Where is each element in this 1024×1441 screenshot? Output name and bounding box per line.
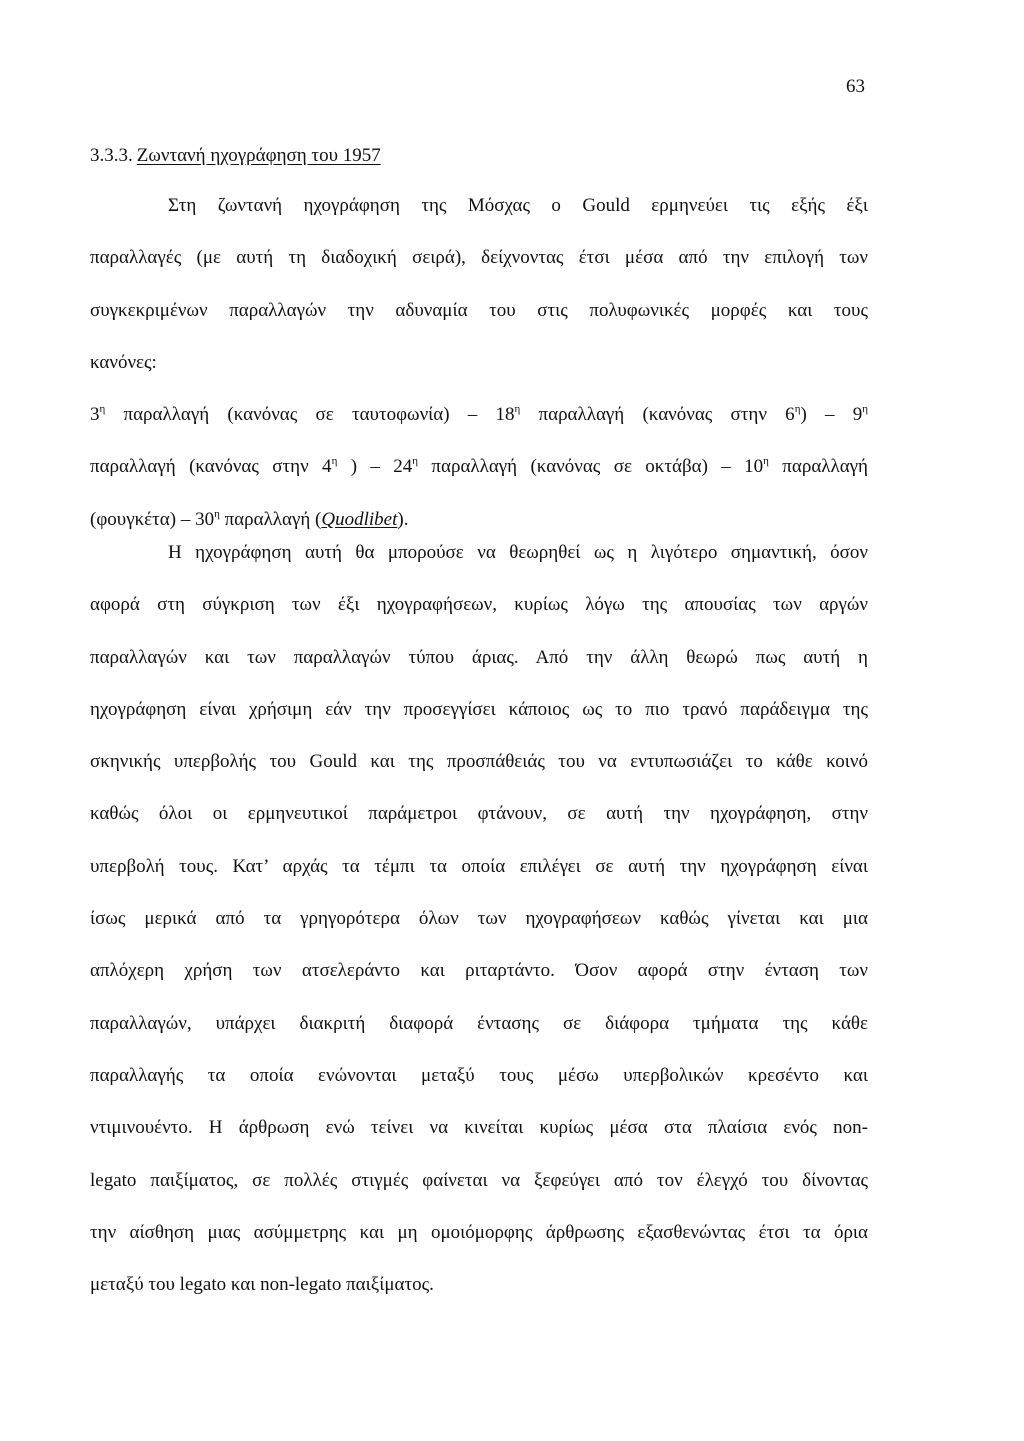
paragraph-line: legato παιξίματος, σε πολλές στιγμές φαίνεται να ξεφεύγει από τον έλεγχό του δίνοντας bbox=[90, 1169, 868, 1191]
section-title: Ζωντανή ηχογράφηση του 1957 bbox=[136, 145, 381, 166]
paragraph-line: παραλλαγών και των παραλλαγών τύπου άριας. Από την άλλη θεωρώ πως αυτή η bbox=[90, 646, 868, 668]
paragraph-line: κανόνες: bbox=[90, 351, 157, 373]
paragraph-line: αφορά στη σύγκριση των έξι ηχογραφήσεων, κυρίως λόγω της απουσίας των αργών bbox=[90, 594, 868, 616]
paragraph-line: μεταξύ του legato και non-legato παιξίματος. bbox=[90, 1274, 434, 1296]
paragraph-intro bbox=[90, 194, 868, 560]
paragraph-line: καθώς όλοι οι ερμηνευτικοί παράμετροι φτάνουν, σε αυτή την ηχογράφηση, στην bbox=[90, 803, 868, 825]
paragraph-line: υπερβολή τους. Κατ’ αρχάς τα τέμπι τα οποία επιλέγει σε αυτή την ηχογράφηση είναι bbox=[90, 855, 868, 877]
paragraph-line: ντιμινουέντο. Η άρθρωση ενώ τείνει να κινείται κυρίως μέσα στα πλαίσια ενός non- bbox=[90, 1117, 868, 1139]
paragraph-body bbox=[90, 541, 868, 1325]
paragraph-line: ίσως μερικά από τα γρηγορότερα όλων των ηχογραφήσεων καθώς γίνεται και μια bbox=[90, 908, 868, 930]
paragraph-line: παραλλαγών, υπάρχει διακριτή διαφορά έντασης σε διάφορα τμήματα της κάθε bbox=[90, 1012, 868, 1034]
paragraph-line: ηχογράφηση είναι χρήσιμη εάν την προσεγγίσει κάποιος ως το πιο τρανό παράδειγμα της bbox=[90, 698, 868, 720]
page-number: 63 bbox=[846, 76, 865, 97]
paragraph-line: παραλλαγής τα οποία ενώνονται μεταξύ τους μέσω υπερβολικών κρεσέντο και bbox=[90, 1064, 868, 1086]
quodlibet-term: Quodlibet bbox=[321, 508, 398, 530]
section-heading bbox=[90, 144, 381, 168]
variation-list-line: $3^\eta$ παραλλαγή (κανόνας σε $\tau\alpha\upsilon\tau o\varphi\omega\nu ί\alpha) - 18^\eta$ παραλλαγή (κανόνας στην $6^\eta) - 9^\eta$ bbox=[90, 403, 869, 426]
variation-list-line: $(\varphi o\upsilon\gamma\kappa έ\tau\alpha) - 30^\eta$ παραλλαγή (Quodlibet). bbox=[90, 507, 409, 530]
paragraph-line: την αίσθηση μιας ασύμμετρης και μη ομοιόμορφης άρθρωσης εξασθενώντας έτσι τα όρια bbox=[90, 1221, 868, 1243]
paragraph-line: συγκεκριμένων παραλλαγών την αδυναμία του στις πολυφωνικές μορφές και τους bbox=[90, 299, 868, 321]
paragraph-line: παραλλαγές (με αυτή τη διαδοχική σειρά), δείχνοντας έτσι μέσα από την επιλογή των bbox=[90, 247, 868, 269]
paragraph-line: απλόχερη χρήση των ατσελεράντο και ριταρτάντο. Όσον αφορά στην ένταση των bbox=[90, 960, 868, 982]
paragraph-line: Η ηχογράφηση αυτή θα μπορούσε να θεωρηθεί ως η λιγότερο σημαντική, όσον bbox=[168, 542, 868, 563]
section-number: 3.3.3. bbox=[90, 145, 133, 166]
paragraph-line: σκηνικής υπερβολής του Gould και της προσπάθειάς του να εντυπωσιάζει το κάθε κοινό bbox=[90, 751, 868, 773]
paragraph-line: Στη ζωντανή ηχογράφηση της Μόσχας ο Gould ερμηνεύει τις εξής έξι bbox=[168, 195, 868, 216]
variation-list-line: παραλλαγή (κανόνας στην $4^\eta$ ) – $24^\eta$ παραλλαγή (κανόνας σε $o\kappa\tau ά\beta\alpha) - 10^\eta$ παραλλαγή bbox=[90, 455, 868, 478]
